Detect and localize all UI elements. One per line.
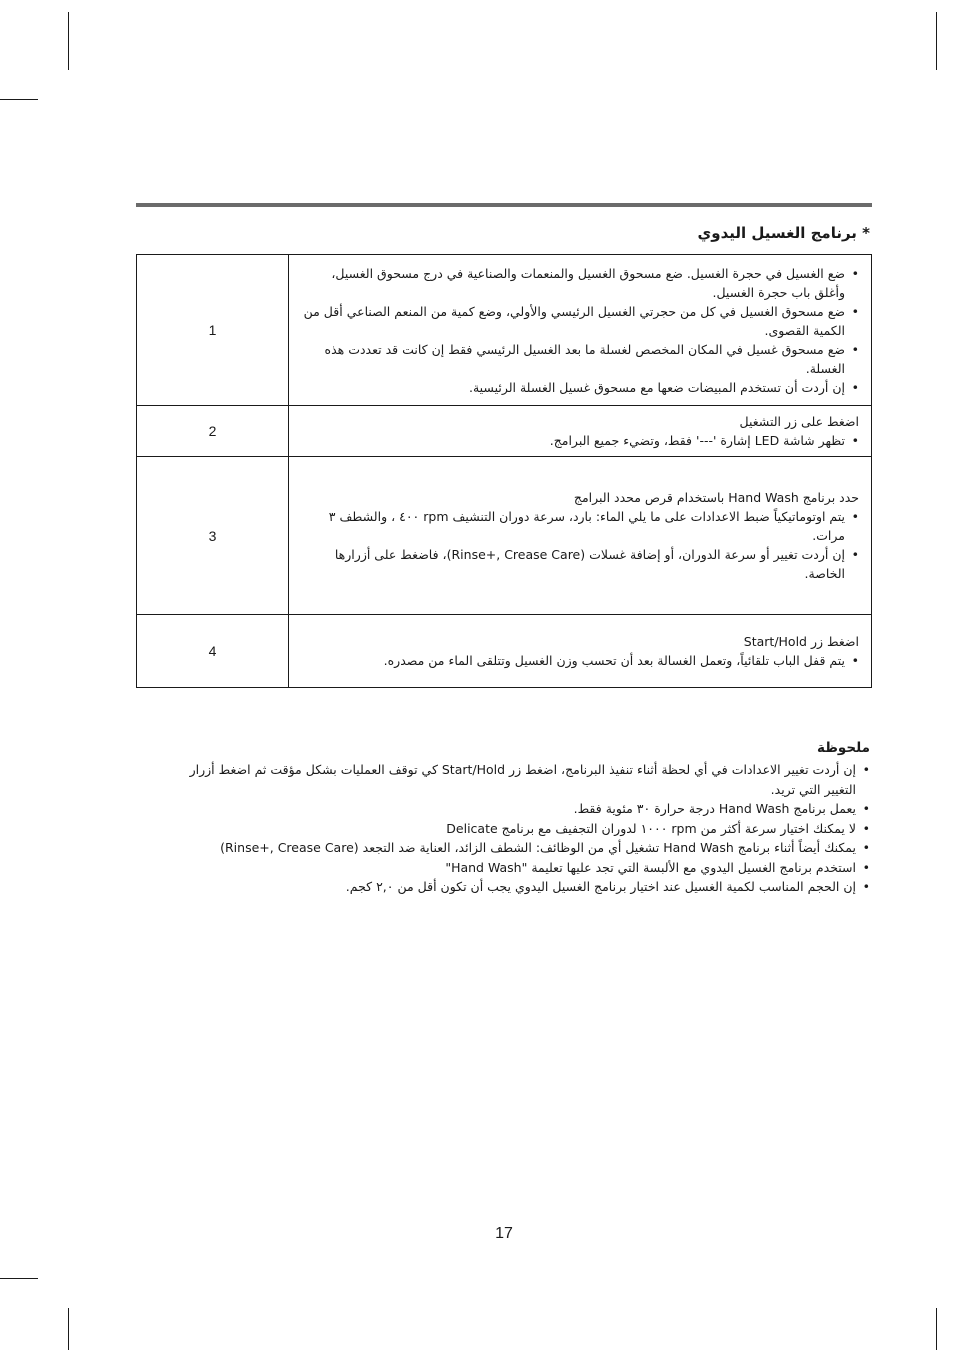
step-intro: اضغط زر Start/Hold [743, 634, 859, 649]
table-row [137, 615, 872, 688]
crop-mark [68, 12, 69, 70]
list-item: • ضع الغسيل في حجرة الغسيل. ضع مسحوق الغسيل والمنعمات والصناعية في درج مسحوق الغسيل، وأغلق باب حجرة الغسيل. [301, 264, 859, 302]
table-row [137, 457, 872, 615]
table-row [137, 406, 872, 457]
section-title: * برنامج الغسيل اليدوي [697, 224, 870, 242]
list-item: • تظهر شاشة LED إشارة '---' فقط، وتضيء جميع البرامج. [301, 431, 859, 450]
crop-mark [0, 1278, 38, 1279]
note-item: • يمكنك أيضاً أثناء برنامج Hand Wash تشغيل أي من الوظائف: الشطف الزائد، العناية ضد التجعد (Rinse+, Crease Care) [160, 838, 870, 858]
note-item: • إن الحجم المناسب لكمية الغسيل عند اختيار برنامج الغسيل اليدوي يجب أن تكون أقل من ٢,٠ كجم. [160, 877, 870, 897]
notes-list [160, 760, 870, 897]
step-description [289, 406, 872, 457]
note-title: ملحوظة [817, 740, 870, 756]
list-item: • ضع مسحوق غسيل في المكان المخصص لغسلة ما بعد الغسيل الرئيسي فقط إن كانت قد تعددت هذه الغسلة. [301, 340, 859, 378]
step-number: 4 [137, 615, 289, 688]
step-number: 2 [137, 406, 289, 457]
crop-mark [936, 12, 937, 70]
step-number: 1 [137, 255, 289, 406]
note-item: • يعمل برنامج Hand Wash درجة حرارة ٣٠ مئوية فقط. [160, 799, 870, 819]
table-row [137, 255, 872, 406]
list-item: • ضع مسحوق الغسيل في كل من حجرتي الغسيل الرئيسي والأولي، وضع كمية من المنعم الصناعي أقل من الكمية القصوى. [301, 302, 859, 340]
crop-mark [0, 99, 38, 100]
step-number: 3 [137, 457, 289, 615]
step-description [289, 457, 872, 615]
step-description [289, 255, 872, 406]
list-item: • يتم اوتوماتيكياً ضبط الاعدادات على ما يلي الماء: بارد، سرعة دوران التنشيف rpm ٤٠٠ ، والشطف ٣ مرات. [301, 507, 859, 545]
note-item: • لا يمكنك اختيار سرعة أكثر من rpm ١٠٠٠ لدوران التجفيف مع برنامج Delicate [160, 819, 870, 839]
crop-mark [68, 1308, 69, 1350]
list-item: • إن أردت تغيير أو سرعة الدوران، أو إضافة غسلات (Rinse+, Crease Care)، فاضغط على أزرارها الخاصة. [301, 545, 859, 583]
page-number: 17 [495, 1225, 513, 1242]
note-item: • استخدم برنامج الغسيل اليدوي مع الألبسة التي تجد عليها تعليمة "Hand Wash" [160, 858, 870, 878]
list-item: • إن أردت أن تستخدم المبيضات ضعها مع مسحوق غسيل الغسلة الرئيسية. [301, 378, 859, 397]
step-intro: اضغط على زر التشغيل [739, 414, 859, 429]
list-item: • يتم قفل الباب تلقائياً، وتعمل الغسالة بعد أن تحسب وزن الغسيل وتتلقى الماء من مصدره. [301, 651, 859, 670]
crop-mark [936, 1308, 937, 1350]
step-intro: حدد برنامج Hand Wash باستخدام قرص محدد البرامج [573, 490, 859, 505]
header-rule [136, 203, 872, 207]
step-description [289, 615, 872, 688]
note-item: • إن أردت تغيير الاعدادات في أي لحظة أثناء تنفيذ البرنامج، اضغط زر Start/Hold كي توقف العمليات بشكل مؤقت ثم اضغط أزرار التغيير التي تريد. [160, 760, 870, 799]
steps-table [136, 254, 872, 688]
